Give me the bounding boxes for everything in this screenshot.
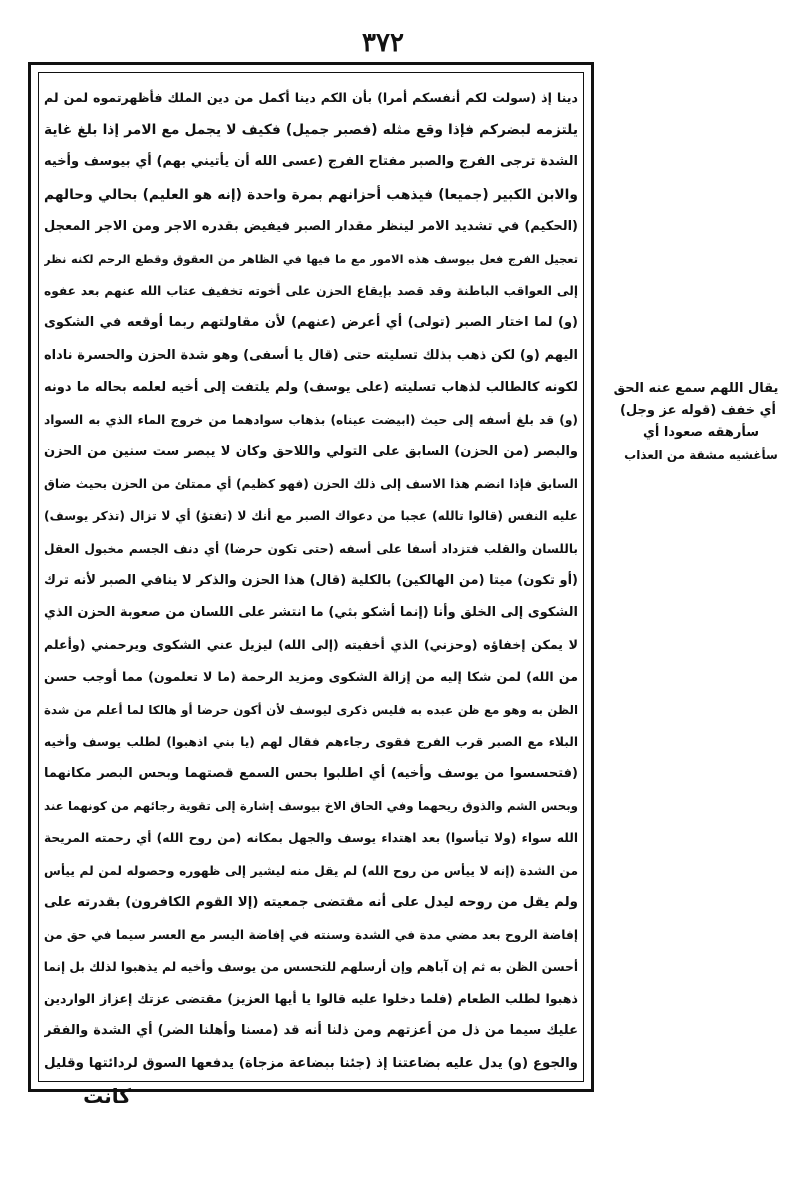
margin-note-line: أي خفف (قوله عز وجل) xyxy=(619,403,776,418)
text-line: من الله) لمن شكا إليه من إزالة الشكوى ومزيد الرحمة (ما لا تعلمون) مما أوجب حسن xyxy=(44,669,578,685)
text-line: ولم يقل من روحه ليدل على أنه مقتضى جمعيته (إلا القوم الكافرون) بقدرته على xyxy=(44,894,578,910)
text-line: البلاء مع الصبر قرب الفرج فقوى رجاءهم فقال لهم (يا بني اذهبوا) لطلب يوسف وأخيه xyxy=(44,734,578,749)
text-line: يلتزمه لبضركم فإذا وقع مثله (فصبر جميل) فكيف لا يجمل مع الامر إذا بلغ غاية xyxy=(44,122,578,139)
text-line: (أو تكون) ميتا (من الهالكين) بالكلية (قال) هذا الحزن والذكر لا ينافي الصبر لأنه ترك xyxy=(44,572,578,588)
text-line: الشدة ترجى الفرج والصبر مفتاح الفرج (عسى الله أن يأتيني بهم) أي بيوسف وأخيه xyxy=(44,154,578,170)
text-line: إفاضة الروح بعد مضي مدة في الشدة وسنته في إفاضة اليسر مع العسر سيما في حق من xyxy=(44,927,578,942)
text-line: الظن به وهو مع ظن عبده به فليس ذكرى ليوسف لأن أكون حرضا أو هالكا لما أعلم من شدة xyxy=(44,702,578,717)
text-line: لا يمكن إخفاؤه (وحزني) الذي أخفيته (إلى الله) ليزيل عني الشكوى ويرحمني (وأعلم xyxy=(44,637,578,653)
text-line: والابن الكبير (جميعا) فيذهب أحزانهم بمرة واحدة (إنه هو العليم) بحالي وحالهم xyxy=(44,186,578,203)
text-line: (و) قد بلغ أسفه إلى حيث (ابيضت عيناه) بذهاب سوادهما من خروج الماء الذي به السواد xyxy=(44,412,578,427)
text-line: ذهبوا لطلب الطعام (فلما دخلوا عليه قالوا يا أيها العزيز) مقتضى عزتك إعزاز الواردين xyxy=(44,991,578,1007)
text-line: أحسن الظن به ثم إن آباهم وإن أرسلهم للتحسس من يوسف وأخيه لم يذهبوا لذلك بل إنما xyxy=(44,960,578,975)
text-line: اليهم (و) لكن ذهب بذلك تسليته حتى (قال يا أسفى) وهو شدة الحزن والحسرة ناداه xyxy=(44,347,578,363)
text-line: والجوع (و) يدل عليه بضاعتنا إذ (جئنا ببضاعة مزجاة) يدفعها السوق لردائتها وقليل xyxy=(44,1055,578,1071)
text-line: والبصر (من الحزن) السابق على التولي واللاحق وكان لا يبصر ست سنين من الحزن xyxy=(44,444,578,460)
text-line: الشكوى إلى الخلق وأنا (إنما أشكو بثي) ما انتشر على اللسان من صعوبة الحزن الذي xyxy=(44,605,578,620)
text-line: (الحكيم) في تشديد الامر لينظر مقدار الصبر فيفيض بقدره الاجر ومن الاجر المعجل xyxy=(44,218,578,234)
text-line: إلى العواقب الباطنة وقد قصد بإيقاع الحزن على أخوته تخفيف عتاب الله عنهم بعد عفوه xyxy=(44,284,578,299)
text-line: وبحس الشم والذوق ريحهما وفي الحاق الاخ بيوسف إشارة إلى تقوية رجائهم من كونهما عند xyxy=(44,799,578,814)
margin-note-line: يقال اللهم سمع عنه الحق xyxy=(613,381,779,396)
text-line: لكونه كالطالب لذهاب تسليته (على يوسف) ولم يلتفت إلى أخيه لعلمه بحاله ما دونه xyxy=(44,379,578,395)
text-line: (و) لما اختار الصبر (تولى) أي أعرض (عنهم) لأن مقاولتهم ربما أوقعه في الشكوى xyxy=(44,315,578,331)
text-line: عليك سيما من ذل من أعزتهم ومن ذلنا أنه قد (مسنا وأهلنا الضر) أي الشدة والفقر xyxy=(44,1023,578,1039)
text-line: تعجيل الفرج فعل بيوسف هذه الامور مع ما فيها في الظاهر من العقوق وقطع الرحم لكنه نظر xyxy=(44,251,578,266)
text-line: الله سواء (ولا تيأسوا) بعد اهتداء يوسف والجهل بمكانه (من روح الله) أي رحمته المريحة xyxy=(44,831,578,846)
margin-note-line: سأرهقه صعودا أي xyxy=(642,425,759,440)
text-line: باللسان والقلب فتزداد أسفا على أسفه (حتى تكون حرضا) أي دنف الجسم مخبول العقل xyxy=(44,541,578,556)
text-line: السابق فإذا انضم هذا الاسف إلى ذلك الحزن (فهو كظيم) أي ممتلئ من الحزن بحيث ضاق xyxy=(44,477,578,492)
catchword: كانت xyxy=(83,1084,131,1108)
text-line: (فتحسسوا من يوسف وأخيه) أي اطلبوا بحس السمع قصتهما وبحس البصر مكانهما xyxy=(44,765,578,781)
page-number: ٣٧٢ xyxy=(362,28,404,58)
text-line: عليه النفس (قالوا تالله) عجبا من دعواك الصبر مع أنك لا (تفتؤ) أي لا تزال (تذكر يوسف) xyxy=(44,509,578,524)
margin-note xyxy=(598,378,804,488)
text-line: دينا إذ (سولت لكم أنفسكم أمرا) بأن الكم دينا أكمل من دين الملك فأظهرتموه لمن لم xyxy=(44,90,578,105)
text-line: من الشدة (إنه لا ييأس من روح الله) لم يقل منه ليشير إلى ظهوره وحصوله لمن لم ييأس xyxy=(44,863,578,878)
margin-note-line: سأغشيه مشقة من العذاب xyxy=(624,448,778,462)
main-text-block xyxy=(44,82,578,1072)
